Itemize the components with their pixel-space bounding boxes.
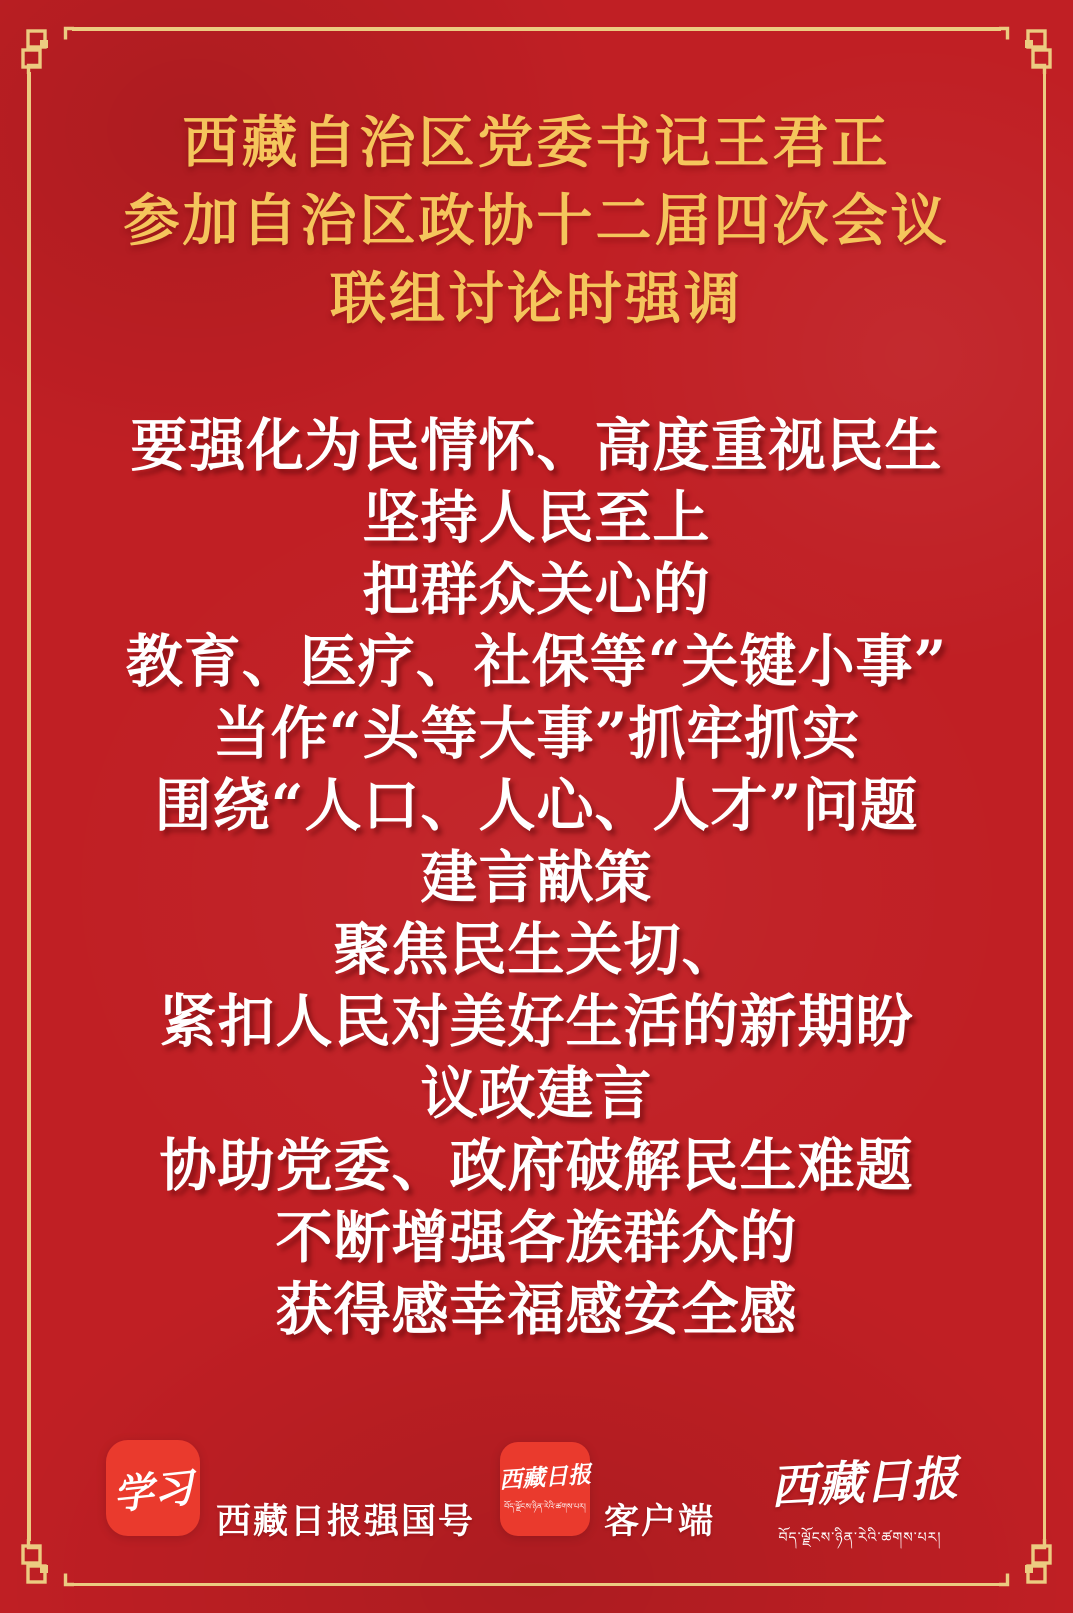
title-line-1: 西藏自治区党委书记王君正 [182,111,891,174]
chinese-fret-corner-icon [999,16,1057,74]
frame-corner-top-left [16,16,74,74]
body-line: 聚焦民生关切、 [333,916,740,983]
brand-calligraphy: 西藏日报 [768,1450,960,1516]
xuexi-icon-calligraphy: 学习 [111,1463,196,1519]
body-line: 当作“头等大事”抓牢抓实 [212,700,861,767]
body-line: 议政建言 [420,1060,653,1127]
poster-body [0,410,1073,1346]
tibet-daily-icon-tibetan-script: བོད་ལྗོངས་ཉིན་རེའི་ཚགས་པར། [504,1501,586,1511]
body-line: 坚持人民至上 [362,484,711,551]
tibet-daily-app-icon [500,1442,590,1536]
body-line: 教育、医疗、社保等“关键小事” [125,628,948,695]
xuexi-channel-label: 西藏日报强国号 [216,1502,476,1541]
title-line-2: 参加自治区政协十二届四次会议 [123,189,950,252]
tibet-daily-brand-logo [768,1446,960,1561]
body-line: 不断增强各族群众的 [275,1204,798,1271]
title-line-3: 联组讨论时强调 [330,267,743,330]
body-line: 协助党委、政府破解民生难题 [159,1132,914,1199]
tibet-daily-icon-calligraphy: 西藏日报 [498,1460,592,1494]
frame-corner-top-right [999,16,1057,74]
frame-corner-bottom-left [16,1539,74,1597]
poster-title [0,104,1073,338]
body-line: 建言献策 [420,844,653,911]
frame-edge-bottom [72,1583,1001,1587]
client-label: 客户端 [604,1502,716,1541]
chinese-fret-corner-icon [999,1539,1057,1597]
body-line: 要强化为民情怀、高度重视民生 [130,412,943,479]
chinese-fret-corner-icon [16,1539,74,1597]
body-line: 围绕“人口、人心、人才”问题 [154,772,919,839]
frame-corner-bottom-right [999,1539,1057,1597]
chinese-fret-corner-icon [16,16,74,74]
brand-tibetan-script: བོད་ལྗོངས་ཉིན་རེའི་ཚགས་པར། [778,1531,942,1546]
body-line: 紧扣人民对美好生活的新期盼 [159,988,914,1055]
body-line: 把群众关心的 [362,556,711,623]
frame-edge-top [72,27,1001,31]
body-line: 获得感幸福感安全感 [275,1276,798,1343]
xuexi-app-icon [106,1440,200,1536]
